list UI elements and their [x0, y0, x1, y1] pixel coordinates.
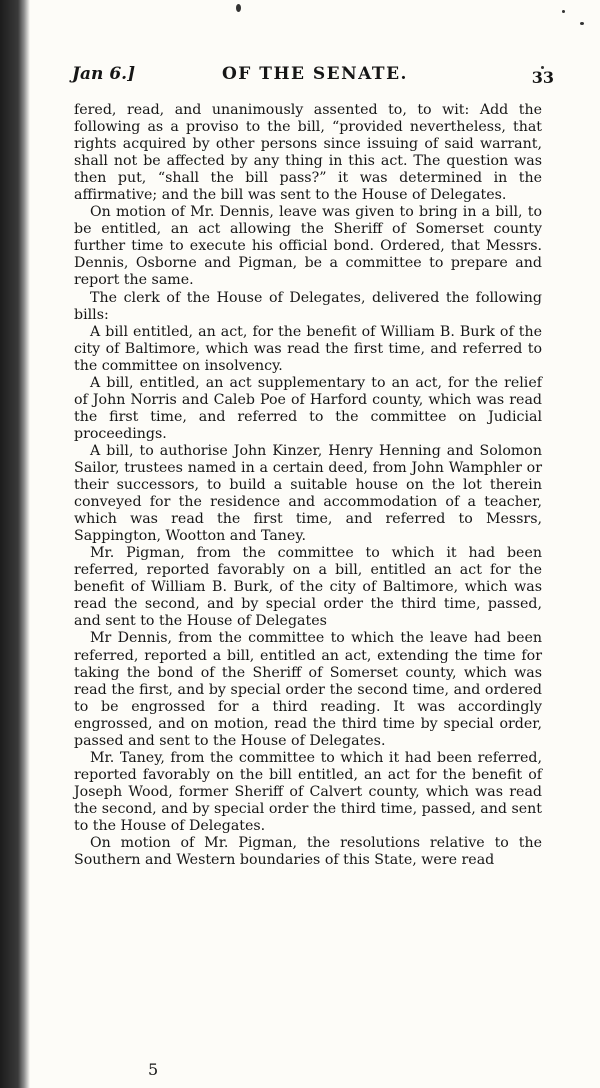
- paragraph-taney-report: Mr. Taney, from the committee to which it had been referred, reported favorably on the bill entitled, an act for the benefit of Joseph Wood, former Sheriff of Calvert county, which was read the second, and by special order the third time, passed, and sent to the House of Delegates.: [74, 749, 542, 834]
- body-text: [74, 102, 542, 869]
- paragraph-burk-bill: A bill entitled, an act, for the benefit of William B. Burk of the city of Baltimore, which was read the first time, and referred to the committee on insolvency.: [74, 323, 542, 374]
- paragraph-pigman-report: Mr. Pigman, from the committee to which it had been referred, reported favorably on a bill, entitled an act for the benefit of William B. Burk, of the city of Baltimore, which was read the second, and by special order the third time, passed, and sent to the House of Delegates: [74, 545, 542, 630]
- running-date: Jan 6.]: [72, 64, 136, 84]
- paragraph-continuation: fered, read, and unanimously assented to, to wit: Add the following as a proviso to the bill, “provided nevertheless, that rights acquired by other persons since issuing of said warrant, shall not be affected by any thing in this act. The question was then put, “shall the bill pass?” it was determined in the affirmative; and the bill was sent to the House of Delegates.: [74, 102, 542, 204]
- ink-speck: [562, 10, 565, 13]
- binding-gutter: [0, 0, 30, 1088]
- ink-speck: [580, 22, 584, 25]
- paragraph-kinzer-bill: A bill, to authorise John Kinzer, Henry Henning and Solomon Sailor, trustees named in a certain deed, from John Wamphler or their successors, to build a suitable house on the lot therein conveyed for the residence and accommodation of a teacher, which was read the first time, and referred to Messrs, Sappington, Wootton and Taney.: [74, 442, 542, 545]
- ink-speck: [236, 4, 241, 12]
- paragraph-norris-bill: A bill, entitled, an act supplementary to an act, for the relief of John Norris and Caleb Poe of Harford county, which was read the first time, and referred to the committee on Judicial proceedings.: [74, 374, 542, 442]
- paragraph-dennis-leave: On motion of Mr. Dennis, leave was given to bring in a bill, to be entitled, an act allowing the Sheriff of Somerset county further time to execute his official bond. Ordered, that Messrs. Dennis, Osborne and Pigman, be a committee to prepare and report the same.: [74, 204, 542, 289]
- page-header: [72, 64, 554, 90]
- paragraph-clerk: The clerk of the House of Delegates, delivered the following bills:: [74, 289, 542, 323]
- paragraph-dennis-report: Mr Dennis, from the committee to which the leave had been referred, reported a bill, entitled an act, extending the time for taking the bond of the Sheriff of Somerset county, which was read the first, and by special order the second time, and ordered to be engrossed for a third reading. It was accordingly engrossed, and on motion, read the third time by special order, passed and sent to the House of Delegates.: [74, 630, 542, 749]
- signature-mark: 5: [148, 1060, 159, 1079]
- page-number: 33: [531, 68, 554, 87]
- paragraph-pigman-motion: On motion of Mr. Pigman, the resolutions relative to the Southern and Western boundaries of this State, were read: [74, 835, 542, 869]
- running-title: OF THE SENATE.: [222, 64, 408, 84]
